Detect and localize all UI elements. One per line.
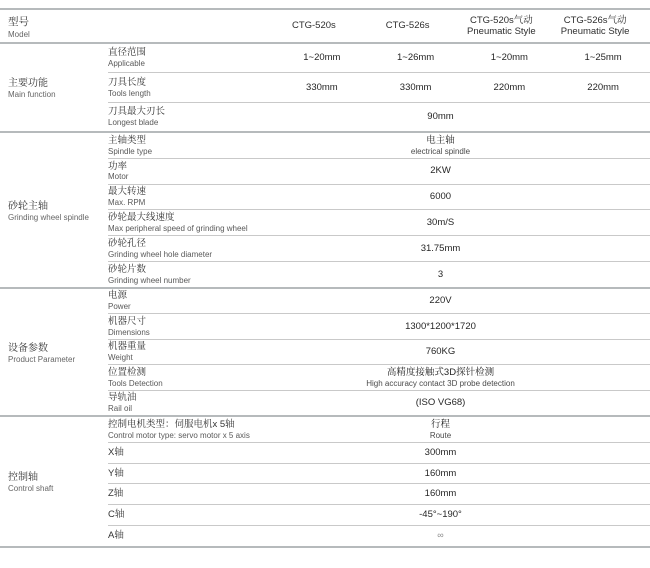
param-label-en: Spindle type: [108, 146, 153, 156]
param-label-zh: 机器重量: [108, 341, 147, 353]
cell-value: (ISO VG68): [415, 396, 466, 408]
table-row: [108, 262, 650, 287]
param-label: [108, 447, 275, 459]
param-label: [108, 316, 275, 337]
group-label-zh: 设备参数: [8, 342, 48, 354]
cell-value: 1~25mm: [584, 52, 622, 64]
param-label: [108, 238, 275, 259]
section-grinding-wheel-spindle: [0, 133, 650, 289]
param-label-en: Control motor type: servo motor x 5 axis: [108, 430, 250, 440]
param-label-en: Dimensions: [108, 327, 150, 337]
param-label-en: Power: [108, 302, 131, 312]
param-label-zh: 砂轮片数: [108, 263, 147, 275]
param-label: [108, 367, 275, 388]
param-label-zh: 控制电机类型：伺服电机x 5轴: [108, 418, 235, 430]
param-label-en: Longest blade: [108, 117, 159, 127]
param-label-zh: 主轴类型: [108, 134, 147, 146]
cell-value: 2KW: [430, 165, 451, 177]
table-row: [108, 44, 650, 73]
table-row: [108, 464, 650, 485]
section-control-shaft: [0, 417, 650, 548]
group-label: [0, 417, 108, 546]
cell-value: 电主轴: [426, 134, 455, 146]
table-row: [108, 484, 650, 505]
table-row: [108, 159, 650, 185]
section-product-parameter: [0, 289, 650, 417]
model-name: CTG-526s: [385, 20, 430, 32]
param-label: [108, 290, 275, 311]
cell-subvalue: electrical spindle: [410, 146, 471, 156]
cell-value: 330mm: [306, 81, 338, 93]
param-label-en: Motor: [108, 172, 129, 182]
param-label-en: Grinding wheel hole diameter: [108, 249, 213, 259]
model-column-header: [267, 20, 361, 31]
group-label-zh: 主要功能: [8, 78, 48, 90]
param-label-en: Rail oil: [108, 403, 133, 413]
table-row: [108, 443, 650, 464]
table-header: [0, 8, 650, 44]
param-label-en: Max peripheral speed of grinding wheel: [108, 224, 248, 234]
group-label-en: Product Parameter: [8, 354, 76, 364]
cell-value: 3: [437, 268, 444, 280]
model-column-header: [548, 15, 642, 38]
table-row: [108, 365, 650, 390]
model-name: CTG-520s气动: [469, 14, 533, 26]
param-label: [108, 186, 275, 207]
param-label-en: Tools length: [108, 88, 151, 98]
table-row: [108, 103, 650, 131]
param-label-zh: 电源: [108, 290, 128, 302]
table-row: [108, 505, 650, 526]
param-label: [108, 419, 275, 440]
param-label-zh: 直径范围: [108, 47, 147, 59]
table-row: [108, 133, 650, 159]
header-row-label: [0, 14, 267, 39]
table-row: [108, 289, 650, 314]
group-label: [0, 289, 108, 415]
group-label-en: Control shaft: [8, 484, 54, 494]
group-label-en: Main function: [8, 90, 56, 100]
table-row: [108, 314, 650, 339]
table-row: [108, 185, 650, 211]
model-column-header: [455, 15, 549, 38]
param-label-zh: 功率: [108, 160, 128, 172]
model-subname: Pneumatic Style: [560, 26, 630, 37]
cell-value: 160mm: [424, 467, 457, 479]
param-label: [108, 77, 275, 98]
cell-value: 300mm: [424, 446, 457, 458]
group-label-zh: 砂轮主轴: [8, 200, 48, 212]
cell-subvalue: High accuracy contact 3D probe detection: [366, 378, 515, 388]
table-row: [108, 236, 650, 262]
cell-value: 330mm: [399, 81, 432, 93]
group-label: [0, 133, 108, 287]
cell-value: 31.75mm: [420, 242, 461, 254]
cell-value: 高精度接触式3D探针检测: [386, 366, 495, 378]
cell-value: 220V: [429, 295, 452, 307]
param-label-en: Max. RPM: [108, 198, 146, 208]
cell-value: 760KG: [425, 346, 456, 358]
param-label: [108, 161, 275, 182]
param-label-zh: Z轴: [108, 488, 124, 500]
cell-value: 160mm: [424, 488, 457, 500]
param-label-en: Weight: [108, 353, 133, 363]
param-label: [108, 468, 275, 480]
table-row: [108, 340, 650, 365]
cell-value: ∞: [437, 530, 444, 541]
table-row: [108, 210, 650, 236]
param-label-zh: 导轨油: [108, 392, 137, 404]
param-label-zh: 刀具长度: [108, 76, 147, 88]
param-label: [108, 341, 275, 362]
param-label: [108, 47, 275, 68]
param-label-en: Applicable: [108, 59, 145, 69]
table-row: [108, 417, 650, 443]
param-label: [108, 530, 275, 542]
cell-value: 1~20mm: [490, 52, 528, 64]
cell-value: 6000: [429, 191, 452, 203]
param-label-zh: A轴: [108, 530, 124, 542]
model-label-en: Model: [8, 29, 30, 39]
param-label: [108, 509, 275, 521]
section-main-function: [0, 44, 650, 133]
cell-value: 1~26mm: [397, 52, 435, 64]
param-label-zh: 机器尺寸: [108, 315, 147, 327]
cell-value: 行程: [430, 418, 450, 430]
table-row: [108, 391, 650, 415]
param-label-zh: 砂轮孔径: [108, 237, 147, 249]
model-name: CTG-520s: [291, 20, 336, 32]
model-name: CTG-526s气动: [563, 14, 627, 26]
param-label-zh: Y轴: [108, 467, 124, 479]
table-row: [108, 526, 650, 546]
cell-value: -45°~190°: [419, 509, 462, 521]
param-label: [108, 392, 275, 413]
cell-value: 30m/S: [426, 216, 455, 228]
param-label-en: Grinding wheel number: [108, 275, 191, 285]
cell-value: 1300*1200*1720: [405, 320, 476, 332]
param-label-zh: C轴: [108, 509, 125, 521]
param-label-zh: X轴: [108, 446, 124, 458]
param-label: [108, 212, 275, 233]
group-label-zh: 控制轴: [8, 472, 38, 484]
param-label-zh: 刀具最大刃长: [108, 106, 166, 118]
table-row: [108, 73, 650, 102]
cell-subvalue: Route: [429, 430, 452, 440]
param-label-zh: 位置检测: [108, 366, 147, 378]
cell-value: 1~20mm: [303, 52, 341, 64]
param-label: [108, 135, 275, 156]
param-label-zh: 砂轮最大线速度: [108, 212, 175, 224]
model-subname: Pneumatic Style: [467, 26, 536, 37]
cell-value: 220mm: [587, 81, 619, 93]
param-label-en: Tools Detection: [108, 378, 163, 388]
param-label: [108, 264, 275, 285]
model-column-header: [361, 20, 455, 31]
cell-value: 90mm: [427, 110, 454, 122]
group-label-en: Grinding wheel spindle: [8, 212, 89, 222]
param-label-zh: 最大转速: [108, 186, 147, 198]
group-label: [0, 44, 108, 131]
param-label: [108, 488, 275, 500]
param-label: [108, 106, 275, 127]
cell-value: 220mm: [493, 81, 526, 93]
model-label-zh: 型号: [8, 15, 29, 28]
